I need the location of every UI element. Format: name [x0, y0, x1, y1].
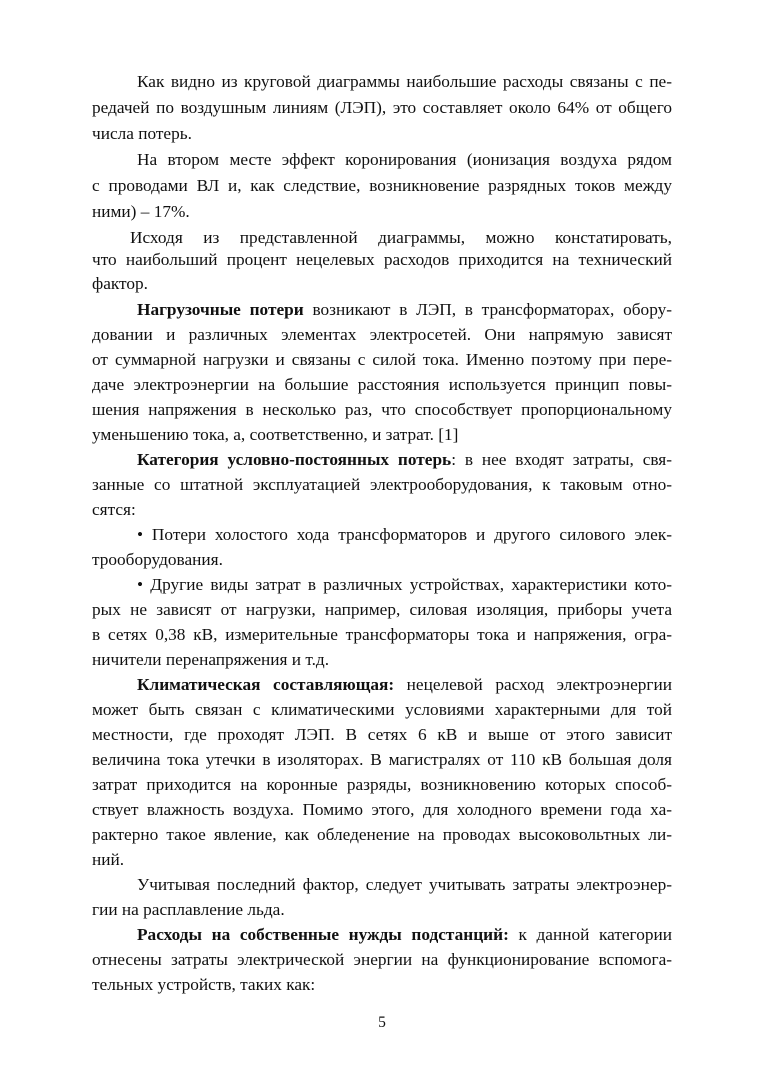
paragraph-8-line-7: рактерно такое явление, как обледенение на проводах высоковольтных ли- [92, 825, 672, 844]
paragraph-8-line-6: ствует влажность воздуха. Помимо этого, для холодного времени года ха- [92, 800, 672, 819]
paragraph-10-line-1-text: к данной категории [508, 925, 672, 944]
bullet-item-2-line-3: в сетях 0,38 кВ, измерительные трансформаторы тока и напряжения, огра- [92, 625, 672, 644]
bold-term-load-losses: Нагрузочные потери [137, 300, 304, 319]
paragraph-1-line-2: редачей по воздушным линиям (ЛЭП), это составляет около 64% от общего [92, 98, 672, 117]
paragraph-5-line-3: сятся: [92, 500, 136, 519]
paragraph-4-line-1-text: возникают в ЛЭП, в трансформаторах, обору- [303, 300, 673, 319]
bold-term-climatic: Климатическая составляющая: [137, 675, 395, 694]
paragraph-5-line-1 [137, 447, 672, 472]
paragraph-4-line-3: от суммарной нагрузки и связаны с силой тока. Именно поэтому при пере- [92, 350, 672, 369]
paragraph-2-line-3: ними) – 17%. [92, 202, 190, 221]
bullet-item-2-line-2: рых не зависят от нагрузки, например, силовая изоляция, приборы учета [92, 600, 672, 619]
paragraph-4-line-1 [137, 297, 672, 322]
paragraph-4-line-6: уменьшению тока, а, соответственно, и затрат. [1] [92, 425, 459, 444]
bold-term-conditional-losses: Категория условно-постоянных потерь [137, 450, 452, 469]
paragraph-8-line-8: ний. [92, 850, 125, 869]
bold-term-own-needs: Расходы на собственные нужды подстанций: [137, 925, 509, 944]
paragraph-3-line-1: Исходя из представленной диаграммы, можно констатировать, [130, 228, 672, 247]
paragraph-8-line-5: затрат приходится на коронные разряды, возникновению которых способ- [92, 775, 672, 794]
paragraph-2-line-1: На втором месте эффект коронирования (ионизация воздуха рядом [137, 150, 672, 169]
paragraph-3-line-3: фактор. [92, 274, 148, 293]
paragraph-4-line-4: даче электроэнергии на большие расстояния используется принцип повы- [92, 375, 672, 394]
paragraph-5-line-1-text: : в нее входят затраты, свя- [451, 450, 672, 469]
paragraph-4-line-5: шения напряжения в несколько раз, что способствует пропорциональному [92, 400, 672, 419]
paragraph-8-line-4: величина тока утечки в изоляторах. В магистралях от 110 кВ большая доля [92, 750, 672, 769]
paragraph-1-line-1: Как видно из круговой диаграммы наибольшие расходы связаны с пе- [137, 72, 672, 91]
page-number: 5 [378, 1014, 386, 1031]
bullet-item-2-line-4: ничители перенапряжения и т.д. [92, 650, 330, 669]
bullet-item-2-line-1: • Другие виды затрат в различных устройствах, характеристики кото- [137, 575, 672, 594]
paragraph-10-line-1 [137, 922, 672, 947]
paragraph-4-line-2: довании и различных элементах электросетей. Они напрямую зависят [92, 325, 672, 344]
paragraph-9-line-2: гии на расплавление льда. [92, 900, 285, 919]
paragraph-9-line-1: Учитывая последний фактор, следует учитывать затраты электроэнер- [137, 875, 672, 894]
bullet-item-1-line-2: трооборудования. [92, 550, 223, 569]
paragraph-8-line-1 [137, 672, 672, 697]
paragraph-10-line-3: тельных устройств, таких как: [92, 975, 316, 994]
paragraph-8-line-2: может быть связан с климатическими условиями характерными для той [92, 700, 672, 719]
paragraph-8-line-3: местности, где проходят ЛЭП. В сетях 6 кВ и выше от этого зависит [92, 725, 672, 744]
paragraph-1-line-3: числа потерь. [92, 124, 192, 143]
paragraph-5-line-2: занные со штатной эксплуатацией электрооборудования, к таковым отно- [92, 475, 672, 494]
paragraph-2-line-2: с проводами ВЛ и, как следствие, возникновение разрядных токов между [92, 176, 672, 195]
paragraph-8-line-1-text: нецелевой расход электроэнергии [394, 675, 672, 694]
paragraph-3-line-2: что наибольший процент нецелевых расходов приходится на технический [92, 250, 672, 269]
paragraph-10-line-2: отнесены затраты электрической энергии на функционирование вспомога- [92, 950, 672, 969]
bullet-item-1-line-1: • Потери холостого хода трансформаторов и другого силового элек- [137, 525, 672, 544]
